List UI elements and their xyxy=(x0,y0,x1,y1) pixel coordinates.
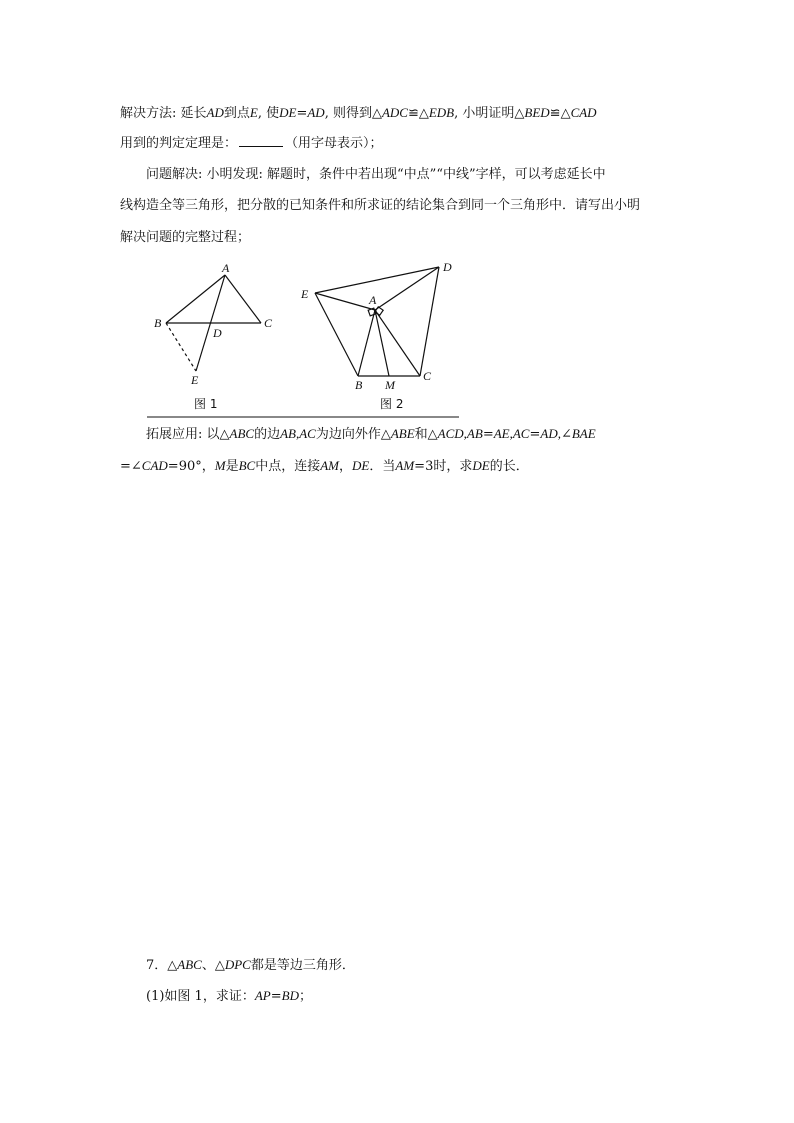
text: =90°， xyxy=(167,459,215,474)
solve-line-1: 问题解决: 小明发现: 解题时，条件中若出现“中点”“中线”字样，可以考虑延长中 xyxy=(146,167,606,182)
math: ABC xyxy=(177,957,202,972)
segment-dc xyxy=(420,267,439,376)
figure-1-labels xyxy=(154,261,273,411)
figure-2-labels xyxy=(300,260,452,411)
math: BED xyxy=(524,105,550,120)
math: ABE xyxy=(390,426,415,441)
math: CAD xyxy=(141,458,168,473)
label-b: B xyxy=(355,378,363,392)
label-a: A xyxy=(222,261,230,275)
math: DE xyxy=(472,458,490,473)
text: , 小明证明△ xyxy=(454,106,525,121)
math: AM xyxy=(395,458,415,473)
math: AD xyxy=(307,105,325,120)
theorem-line xyxy=(120,133,383,154)
segment-ea xyxy=(315,293,375,310)
text: 的边 xyxy=(254,427,281,442)
segment-ab xyxy=(358,310,375,376)
extension-line-1 xyxy=(146,424,596,445)
text: , 使 xyxy=(257,106,280,121)
text: 到点 xyxy=(223,106,250,121)
text: 为边向外作△ xyxy=(315,427,391,442)
label-m: M xyxy=(385,378,395,392)
text: (1)如图 1，求证： xyxy=(146,989,255,1004)
method-line xyxy=(120,103,597,124)
text: 解决方法: 延长 xyxy=(120,106,207,121)
figure-2 xyxy=(315,267,439,376)
label-d: D xyxy=(213,326,222,340)
label-d: D xyxy=(443,260,452,274)
text: 是 xyxy=(225,459,239,474)
text: 、△ xyxy=(201,958,225,973)
text: ≌△ xyxy=(407,106,429,121)
text: 拓展应用: 以△ xyxy=(146,427,230,442)
label-e: E xyxy=(301,287,309,301)
text: = xyxy=(270,989,282,1004)
caption-1: 图 1 xyxy=(194,397,218,411)
label-c: C xyxy=(423,369,432,383)
math: ABC xyxy=(229,426,255,441)
text: 用到的判定定理是： xyxy=(120,136,238,151)
math: ADC xyxy=(381,105,408,120)
text: 的长． xyxy=(489,459,529,474)
text: = xyxy=(296,106,308,121)
text: ； xyxy=(298,989,312,1004)
text: =∠ xyxy=(120,459,142,474)
math: DE xyxy=(352,458,370,473)
math: E xyxy=(249,105,258,120)
text: = xyxy=(482,427,494,442)
math: AE,AC xyxy=(493,426,530,441)
segment-eb xyxy=(315,293,358,376)
math: EDB xyxy=(428,105,455,120)
text: 中点，连接 xyxy=(255,459,321,474)
solve-line-2: 线构造全等三角形，把分散的已知条件和所求证的结论集合到同一个三角形中．请写出小明 xyxy=(120,198,641,213)
math: ACD,AB xyxy=(437,426,483,441)
segment-be-dashed xyxy=(166,323,196,371)
math: BD xyxy=(281,988,299,1003)
text: = xyxy=(529,427,541,442)
math: AM xyxy=(320,458,340,473)
math: DPC xyxy=(224,957,251,972)
math: BC xyxy=(238,458,256,473)
figure-1 xyxy=(166,275,261,371)
text: （用字母表示）； xyxy=(285,136,383,151)
text: 都是等边三角形． xyxy=(250,958,355,973)
figures xyxy=(0,258,794,418)
segment-ab xyxy=(166,275,225,323)
math: AD,∠BAE xyxy=(540,426,596,441)
math: AD xyxy=(206,105,224,120)
math: M xyxy=(214,458,226,473)
math: CAD xyxy=(570,105,597,120)
label-c: C xyxy=(264,316,273,330)
math: DE xyxy=(279,105,297,120)
text: 和△ xyxy=(414,427,438,442)
text: , 则得到△ xyxy=(324,106,382,121)
text: ．当 xyxy=(369,459,396,474)
text: 7．△ xyxy=(146,958,178,973)
extension-line-2 xyxy=(120,456,529,477)
math: AB,AC xyxy=(280,426,316,441)
text: ， xyxy=(339,459,353,474)
math: AP xyxy=(254,988,271,1003)
label-e: E xyxy=(191,373,199,387)
text: =3时，求 xyxy=(414,459,473,474)
question-7 xyxy=(146,955,355,976)
label-b: B xyxy=(154,316,162,330)
question-7-part-1 xyxy=(146,986,312,1007)
answer-blank[interactable] xyxy=(239,133,283,147)
solve-line-3: 解决问题的完整过程； xyxy=(120,230,251,245)
segment-ac xyxy=(225,275,261,323)
label-a: A xyxy=(369,293,377,307)
text: ≌△ xyxy=(549,106,571,121)
caption-2: 图 2 xyxy=(380,397,404,411)
